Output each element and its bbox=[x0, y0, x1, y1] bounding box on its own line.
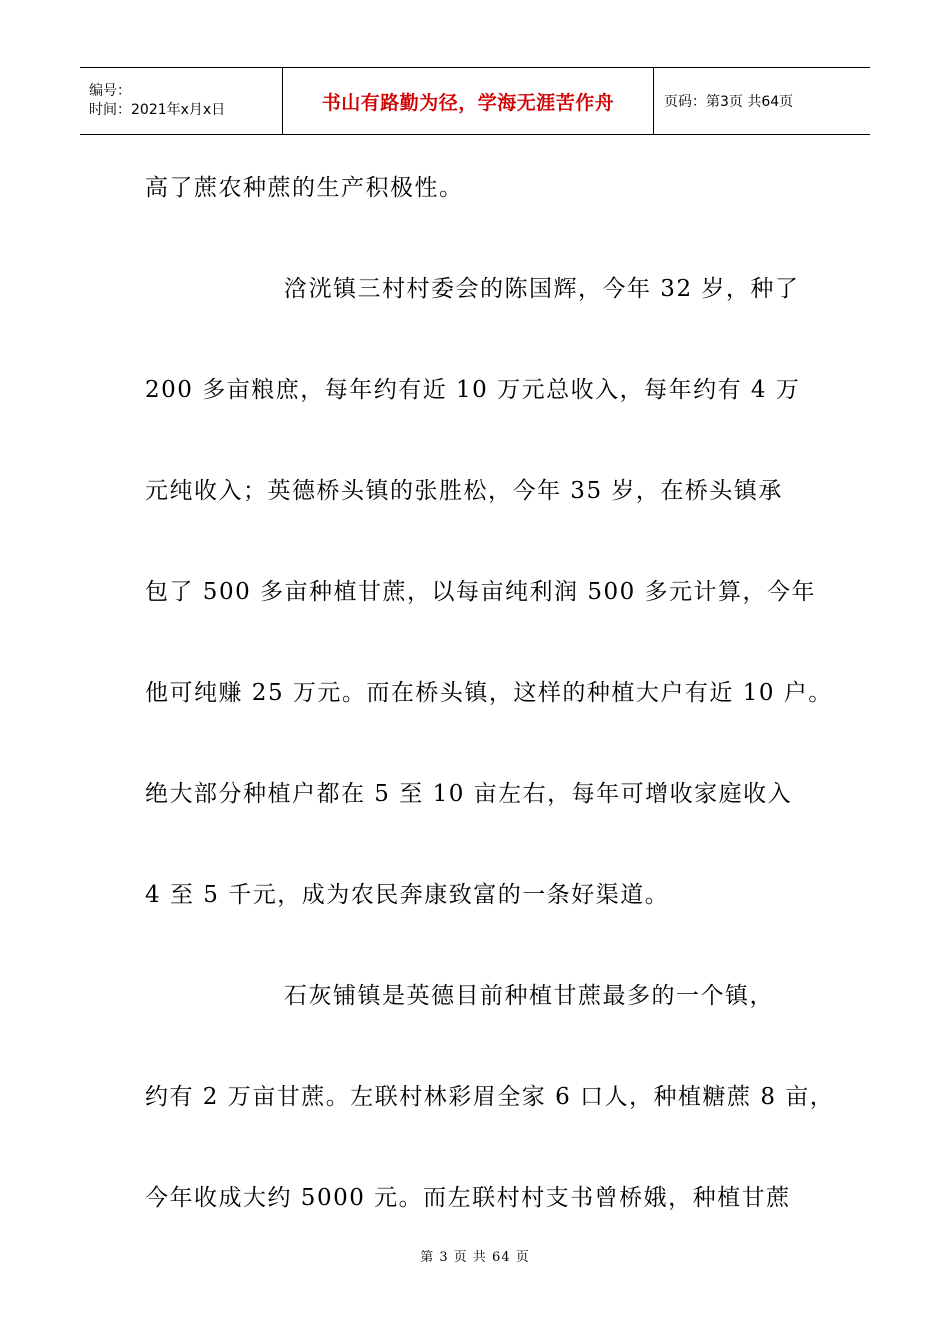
header-motto: 书山有路勤为径，学海无涯苦作舟 bbox=[321, 91, 615, 114]
text-line: 他可纯赚 25 万元。而在桥头镇，这样的种植大户有近 10 户。 bbox=[145, 680, 833, 706]
page-header bbox=[80, 67, 870, 135]
number-label: 编号： bbox=[89, 83, 131, 99]
text-line: 石灰铺镇是英德目前种植甘蔗最多的一个镇， bbox=[284, 983, 774, 1009]
text-line: 今年收成大约 5000 元。而左联村村支书曾桥娥，种植甘蔗 bbox=[145, 1185, 791, 1211]
text-line: 4 至 5 千元，成为农民奔康致富的一条好渠道。 bbox=[145, 882, 670, 908]
header-page-info: 页码：第3页 共64页 bbox=[664, 94, 794, 110]
header-page-info-cell bbox=[654, 68, 870, 134]
text-line: 200 多亩粮庶，每年约有近 10 万元总收入，每年约有 4 万 bbox=[145, 377, 801, 403]
text-line: 绝大部分种植户都在 5 至 10 亩左右，每年可增收家庭收入 bbox=[145, 781, 793, 807]
text-line: 浛洸镇三村村委会的陈国辉，今年 32 岁，种了 bbox=[284, 276, 800, 302]
header-meta bbox=[80, 68, 282, 134]
text-line: 元纯收入；英德桥头镇的张胜松，今年 35 岁，在桥头镇承 bbox=[145, 478, 783, 504]
text-line: 包了 500 多亩种植甘蔗，以每亩纯利润 500 多元计算，今年 bbox=[145, 579, 817, 605]
text-line: 高了蔗农种蔗的生产积极性。 bbox=[145, 175, 464, 201]
header-motto-cell bbox=[282, 68, 654, 134]
page-footer: 第 3 页 共 64 页 bbox=[420, 1250, 530, 1265]
time-label: 时间：2021年x月x日 bbox=[89, 102, 226, 118]
body-text bbox=[145, 160, 835, 1271]
text-line: 约有 2 万亩甘蔗。左联村林彩眉全家 6 口人，种植糖蔗 8 亩， bbox=[145, 1084, 835, 1110]
